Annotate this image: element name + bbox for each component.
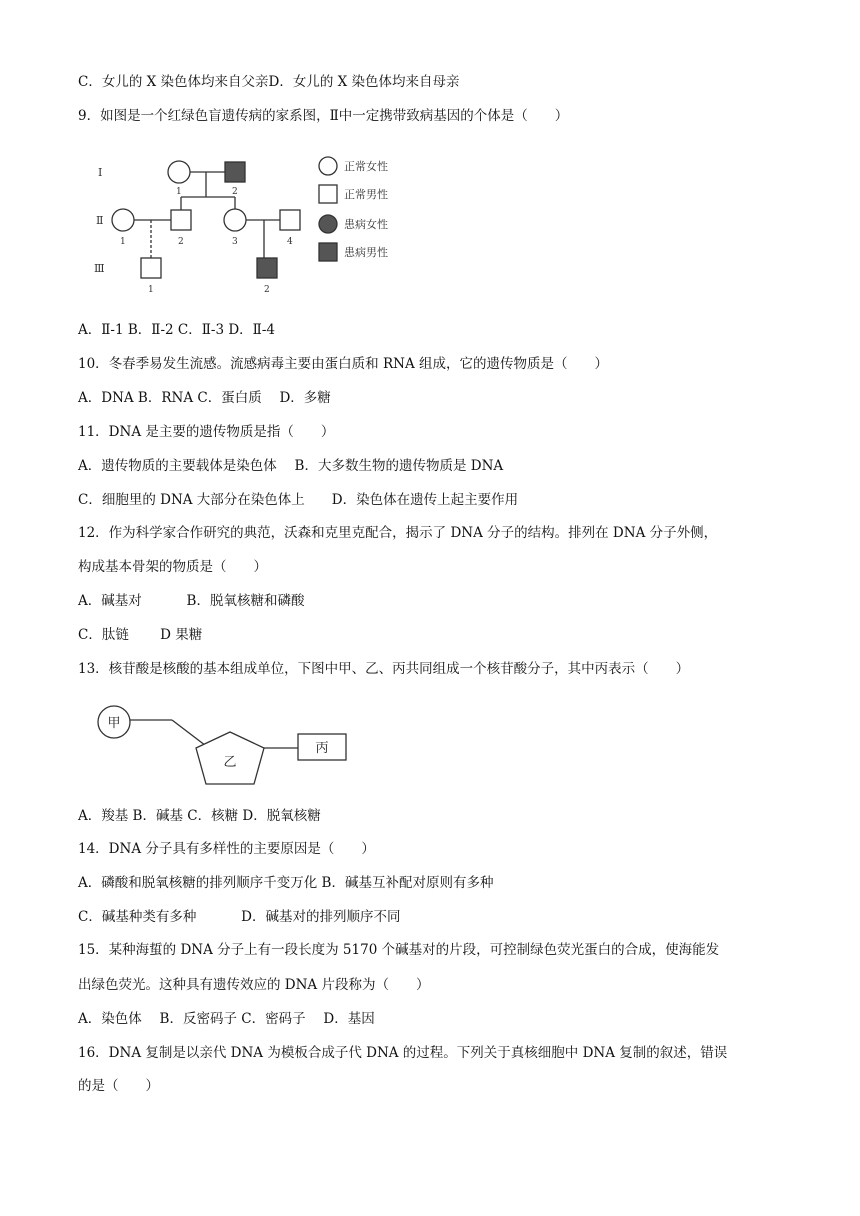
legend-affected-male-icon [319, 243, 337, 261]
q14-options-ab: A．磷酸和脱氧核糖的排列顺序千变万化 B．碱基互补配对原则有多种 [78, 875, 494, 891]
q12-options-cd: C．肽链 D 果糖 [78, 627, 203, 643]
pedigree-I2-affected-male [225, 162, 245, 182]
q13-options: A．羧基 B．碱基 C．核糖 D．脱氧核糖 [78, 808, 321, 824]
q9-options: A．Ⅱ-1 B．Ⅱ-2 C．Ⅱ-3 D．Ⅱ-4 [78, 322, 276, 338]
legend-label: 患病男性 [344, 246, 388, 259]
pedigree-I1-normal-female [168, 161, 190, 183]
q10-stem: 10．冬春季易发生流感。流感病毒主要由蛋白质和 RNA 组成，它的遗传物质是（ ） [78, 356, 608, 372]
q12-stem-line1: 12．作为科学家合作研究的典范，沃森和克里克配合，揭示了 DNA 分子的结构。排列在 DNA 分子外侧， [78, 525, 718, 541]
pedigree-number: 4 [287, 237, 293, 247]
pedigree-gen-label: Ⅲ [94, 262, 105, 275]
pedigree-number: 2 [264, 285, 270, 295]
q8-options-cd: C．女儿的 X 染色体均来自父亲D．女儿的 X 染色体均来自母亲 [78, 74, 460, 90]
q12-options-ab: A．碱基对 B．脱氧核糖和磷酸 [78, 593, 305, 609]
q10-options: A．DNA B．RNA C．蛋白质 D．多糖 [78, 390, 331, 406]
legend-label: 患病女性 [344, 218, 388, 231]
q11-options-ab: A．遗传物质的主要载体是染色体 B．大多数生物的遗传物质是 DNA [78, 458, 504, 474]
pedigree-II2-normal-male [171, 210, 191, 230]
pedigree-III1-normal-male [141, 258, 161, 278]
pedigree-II1-normal-female [112, 209, 134, 231]
pedigree-II3-normal-female [224, 209, 246, 231]
pedigree-number: 2 [232, 187, 238, 197]
q13-stem: 13．核苷酸是核酸的基本组成单位，下图中甲、乙、丙共同组成一个核苷酸分子，其中丙表示（ ） [78, 661, 690, 677]
sugar-label: 乙 [223, 755, 237, 770]
q15-stem-line2: 出绿色荧光。这种具有遗传效应的 DNA 片段称为（ ） [78, 977, 430, 993]
pedigree-number: 1 [176, 187, 182, 197]
legend-normal-female-icon [319, 157, 337, 175]
pedigree-number: 3 [232, 237, 238, 247]
pedigree-number: 1 [120, 237, 126, 247]
pedigree-gen-label: Ⅰ [98, 166, 103, 179]
q9-stem: 9．如图是一个红绿色盲遗传病的家系图，Ⅱ中一定携带致病基因的个体是（ ） [78, 108, 569, 124]
legend-label: 正常男性 [344, 188, 388, 201]
q15-options: A．染色体 B．反密码子 C．密码子 D．基因 [78, 1011, 375, 1027]
q11-stem: 11．DNA 是主要的遗传物质是指（ ） [78, 424, 335, 440]
q15-stem-line1: 15．某种海蜇的 DNA 分子上有一段长度为 5170 个碱基对的片段，可控制绿色荧光蛋白的合成，使海能发 [78, 942, 720, 958]
pedigree-diagram [88, 148, 408, 318]
legend-label: 正常女性 [344, 160, 388, 173]
nucleotide-diagram [92, 700, 352, 792]
q11-options-cd: C．细胞里的 DNA 大部分在染色体上 D．染色体在遗传上起主要作用 [78, 492, 519, 508]
q14-options-cd: C．碱基种类有多种 D．碱基对的排列顺序不同 [78, 909, 401, 925]
phosphate-label: 甲 [107, 716, 121, 731]
base-label: 丙 [315, 741, 329, 756]
pedigree-III2-affected-male [257, 258, 277, 278]
legend-normal-male-icon [319, 185, 337, 203]
q14-stem: 14．DNA 分子具有多样性的主要原因是（ ） [78, 841, 375, 857]
q16-stem-line1: 16．DNA 复制是以亲代 DNA 为模板合成子代 DNA 的过程。下列关于真核细胞中 DNA 复制的叙述，错误 [78, 1045, 728, 1061]
q12-stem-line2: 构成基本骨架的物质是（ ） [78, 559, 267, 575]
pedigree-gen-label: Ⅱ [96, 214, 104, 227]
q16-stem-line2: 的是（ ） [78, 1078, 159, 1094]
pedigree-number: 1 [148, 285, 154, 295]
legend-affected-female-icon [319, 215, 337, 233]
pedigree-II4-normal-male [280, 210, 300, 230]
pedigree-number: 2 [178, 237, 184, 247]
